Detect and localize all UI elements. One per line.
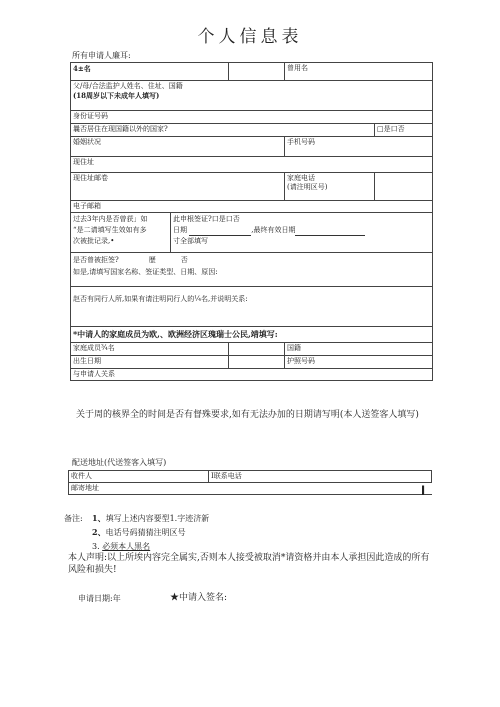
name-label: 4±名 bbox=[73, 64, 91, 73]
note-2: 2、电话号码猜猜注明区号 bbox=[92, 527, 186, 537]
refused-yes[interactable]: 歷 bbox=[148, 256, 156, 264]
refused-question: 是否曾被拒签? bbox=[73, 256, 119, 264]
email-label: 电子邮箱 bbox=[73, 202, 101, 210]
id-number-label: 身份证号码 bbox=[73, 112, 108, 120]
postcode-label: 现住址邮卷 bbox=[73, 174, 108, 182]
residence-options[interactable]: □是口否 bbox=[375, 124, 433, 137]
last-valid-label: ,最终有效日期 bbox=[251, 226, 296, 234]
birth-date-field[interactable]: 出生日期 bbox=[71, 356, 229, 369]
marital-label: 婚姻状况 bbox=[73, 138, 101, 146]
home-phone-field[interactable] bbox=[285, 173, 375, 201]
former-name-label: 曾用名 bbox=[287, 64, 308, 72]
companions-field[interactable] bbox=[71, 287, 433, 327]
personal-info-table bbox=[70, 62, 433, 381]
date-blank[interactable] bbox=[189, 227, 251, 236]
former-name-field[interactable] bbox=[285, 63, 433, 81]
note-1: 1、填写上述内容要型1.字迹济新 bbox=[92, 513, 210, 523]
page-title: 个人信息表 bbox=[197, 27, 303, 47]
contact-phone-field[interactable]: I联系电话 bbox=[209, 471, 432, 483]
margin-bar: l bbox=[421, 484, 426, 498]
visa-history-label: 过去3年内是否曾获」如 “是二请填写生效如有多 次被批记录,• bbox=[71, 213, 171, 253]
mobile-label: 手机号码 bbox=[287, 138, 315, 146]
companions-label: 赵否有同行人所,如果有请注明同行人的¼名,并说明关系: bbox=[73, 295, 248, 303]
declaration-text: 本人声明:以上所埃内容完全属实,否则本人接受被取消*请资格并由本人承担因此造成的所有风险和损失! bbox=[68, 553, 430, 575]
home-phone-label: 家庭电话 bbox=[287, 174, 315, 182]
guardian-field[interactable] bbox=[71, 81, 433, 111]
visa-history-field[interactable] bbox=[171, 213, 433, 253]
application-date-label: 申请日期:年 bbox=[78, 594, 121, 603]
refused-field[interactable] bbox=[71, 253, 433, 287]
recipient-field[interactable]: 收件人 bbox=[69, 471, 209, 483]
relation-field[interactable]: 与申请人关系 bbox=[71, 369, 433, 381]
mobile-field[interactable] bbox=[285, 137, 433, 157]
email-field[interactable] bbox=[71, 201, 433, 213]
last-valid-blank[interactable] bbox=[295, 227, 365, 236]
delivery-heading: 配送地址(代送签客入填写) bbox=[72, 458, 167, 467]
date-label: 日期 bbox=[173, 226, 187, 234]
address-label: 现住址 bbox=[73, 158, 94, 166]
validity-note: 关于周的核界全的时间是否有督殊要求,如有无法办加的日期请写明(本人送签客人填写) bbox=[76, 410, 419, 420]
intro-text: 所有申请人廉耳: bbox=[72, 51, 131, 60]
family-name-field[interactable]: 家庭成员¾名 bbox=[71, 343, 229, 356]
mail-address-field[interactable]: 邮寄地址 bbox=[69, 483, 432, 495]
notes-label: 备注: bbox=[64, 514, 83, 523]
marital-field[interactable] bbox=[71, 137, 285, 157]
nationality-field[interactable]: 国籍 bbox=[285, 343, 433, 356]
guardian-note: (18周岁以下未成年人填写) bbox=[73, 91, 160, 100]
visa-question: 此申根签证?口是口否 bbox=[173, 215, 240, 223]
home-phone-note: (请注明区号) bbox=[287, 183, 328, 191]
eu-family-heading: *中请人的家庭成员为欧,、欧洲经济区瑰瑞士公民,靖填写: bbox=[71, 327, 433, 343]
id-number-field[interactable] bbox=[71, 111, 433, 124]
fill-all-note: 寸全部填写 bbox=[173, 237, 208, 245]
residence-question: 曩否居住在现国籍以外的国家? bbox=[71, 124, 375, 137]
note-3: 3. 必须本人黒名 bbox=[92, 542, 151, 551]
address-field[interactable] bbox=[71, 157, 433, 173]
passport-no-field[interactable]: 护照号码 bbox=[285, 356, 433, 369]
refused-detail: 如是,请填写国家名称、签证类型、日期、原因: bbox=[73, 268, 218, 276]
name-field[interactable] bbox=[71, 63, 229, 81]
signature-label: ★中请入签名: bbox=[170, 593, 228, 603]
delivery-table bbox=[68, 470, 432, 495]
refused-no[interactable]: 否 bbox=[180, 256, 188, 264]
postcode-field[interactable] bbox=[71, 173, 285, 201]
guardian-label: 父/母/合法监护人姓名、住址、国籍 bbox=[73, 82, 183, 90]
